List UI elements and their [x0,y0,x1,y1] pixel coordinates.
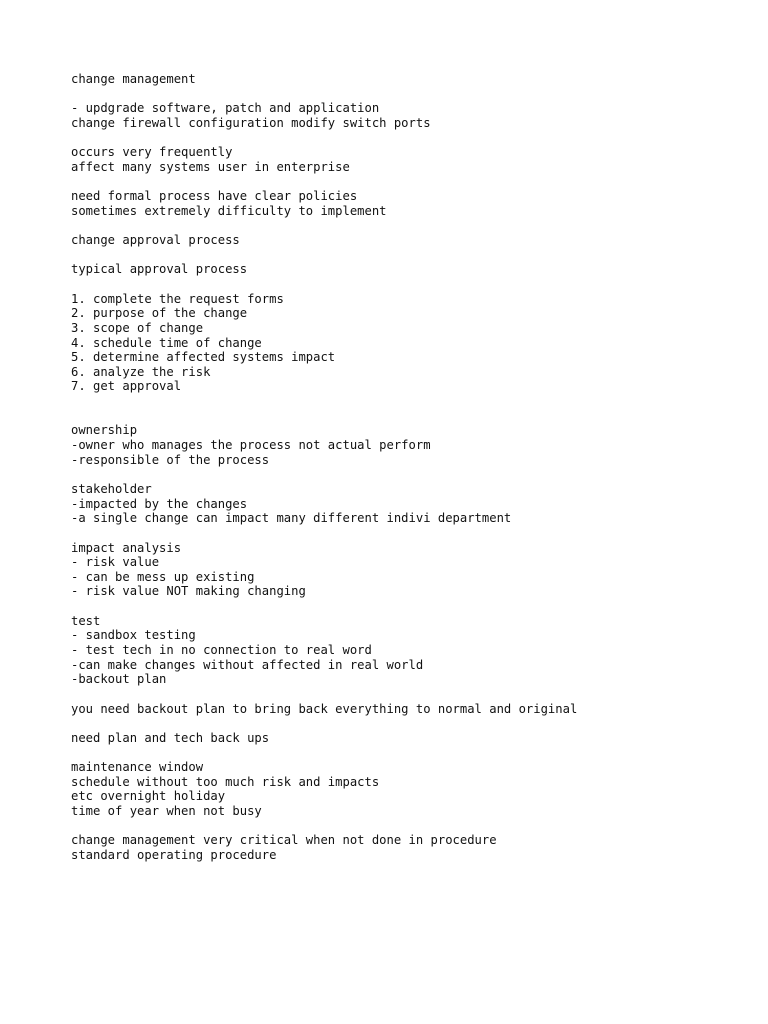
blank-line [71,687,751,702]
text-line: need formal process have clear policies [71,189,358,204]
blank-line [71,87,751,102]
text-line: - test tech in no connection to real word [71,642,372,657]
text-line: stakeholder [71,481,152,496]
text-line: change firewall configuration modify switch ports [71,115,431,130]
text-line: -can make changes without affected in real world [71,657,424,672]
text-line: - sandbox testing [71,628,196,643]
text-line: ownership [71,423,138,438]
blank-line [71,394,751,409]
text-line: -a single change can impact many different indivi department [71,511,512,526]
text-line: test [71,613,101,628]
blank-line [71,277,751,292]
text-line: standard operating procedure [71,847,277,862]
text-line: - risk value [71,555,160,570]
text-line: change approval process [71,233,240,248]
blank-line [71,716,751,731]
text-line: 7. get approval [71,379,182,394]
blank-line [71,745,751,760]
text-line: 6. analyze the risk [71,364,211,379]
text-line: 5. determine affected systems impact [71,350,336,365]
text-line: maintenance window [71,760,204,775]
text-line: -responsible of the process [71,452,270,467]
blank-line [71,599,751,614]
blank-line [71,218,751,233]
text-line: 3. scope of change [71,320,204,335]
text-line: -owner who manages the process not actual perform [71,438,431,453]
text-line: affect many systems user in enterprise [71,159,350,174]
blank-line [71,174,751,189]
text-line: change management very critical when not done in procedure [71,833,497,848]
text-line: - can be mess up existing [71,569,255,584]
text-line: 4. schedule time of change [71,335,262,350]
text-line: change management [71,72,196,86]
text-line: need plan and tech back ups [71,730,270,745]
text-line: -backout plan [71,672,167,687]
text-line: -impacted by the changes [71,496,248,511]
text-line: schedule without too much risk and impacts [71,774,380,789]
blank-line [71,409,751,424]
blank-line [71,526,751,541]
text-line: time of year when not busy [71,804,262,819]
text-line: impact analysis [71,540,182,555]
text-line: occurs very frequently [71,145,233,160]
document-body [71,72,751,863]
text-line: 2. purpose of the change [71,306,248,321]
blank-line [71,248,751,263]
blank-line [71,131,751,146]
text-line: you need backout plan to bring back everything to normal and original [71,701,578,716]
blank-line [71,819,751,834]
text-line: - risk value NOT making changing [71,584,306,599]
blank-line [71,467,751,482]
text-line: typical approval process [71,262,248,277]
text-line: - updgrade software, patch and application [71,101,380,116]
text-line: 1. complete the request forms [71,291,284,306]
text-line: etc overnight holiday [71,789,226,804]
text-line: sometimes extremely difficulty to implement [71,203,387,218]
